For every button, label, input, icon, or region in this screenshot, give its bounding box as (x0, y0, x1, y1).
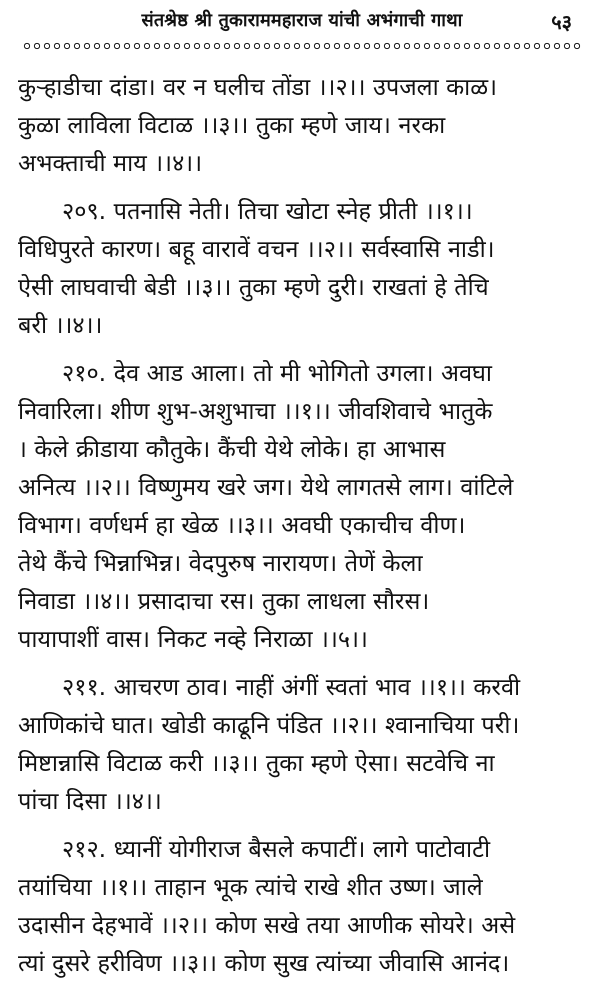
header-title: संतश्रेष्ठ श्री तुकाराममहाराज यांची अभंगाची गाथा (141, 10, 463, 31)
stanza (18, 668, 586, 820)
stanza (18, 354, 586, 658)
verse-body (18, 68, 586, 982)
verse-line: त्यां दुसरे हरीविण ।।३।। कोण सुख त्यांच्या जीवासि आनंद। (18, 949, 510, 977)
verse-line: विधिपुरते कारण। बहू वारावें वचन ।।२।। सर्वस्वासि नाडी। (18, 235, 495, 263)
verse-line: २०९. पतनासि नेती। तिचा खोटा स्नेह प्रीती ।।१।। (62, 197, 473, 225)
verse-line: ऐसी लाघवाची बेडी ।।३।। तुका म्हणे दुरी। राखतां हे तेचि (18, 273, 489, 301)
verse-line: बरी ।।४।। (18, 311, 103, 339)
verse-line: विभाग। वर्णधर्म हा खेळ ।।३।। अवघी एकाचीच वीण। (18, 511, 466, 539)
verse-line: अनित्य ।।२।। विष्णुमय खरे जग। येथे लागतसे लाग। वांटिले (18, 473, 514, 501)
verse-line: पायापाशीं वास। निकट नव्हे निराळा ।।५।। (18, 625, 368, 653)
verse-line: । केले क्रीडाया कौतुके। कैंची येथे लोके। हा आभास (18, 435, 446, 463)
verse-line: २११. आचरण ठाव। नाहीं अंगीं स्वतां भाव ।।१।। करवी (62, 673, 521, 701)
running-header (18, 0, 586, 40)
stanza (18, 68, 586, 182)
verse-line: तेथे कैंचे भिन्नाभिन्न। वेदपुरुष नारायण। तेणें केला (18, 549, 423, 577)
verse-line: मिष्टान्नासि विटाळ करी ।।३।। तुका म्हणे ऐसा। सटवेचि ना (18, 749, 495, 777)
verse-line: कुऱ्हाडीचा दांडा। वर न घलीच तोंडा ।।२।। उपजला काळ। (18, 73, 498, 101)
stanza (18, 192, 586, 344)
verse-line: २१०. देव आड आला। तो मी भोगितो उगला। अवघा (62, 359, 493, 387)
verse-line: अभक्ताची माय ।।४।। (18, 149, 203, 177)
verse-line: उदासीन देहभावें ।।२।। कोण सखे तया आणीक सोयरे। असे (18, 911, 516, 939)
stanza (18, 830, 586, 982)
verse-line: पांचा दिसा ।।४।। (18, 787, 162, 815)
ornamental-divider (22, 40, 582, 52)
verse-line: २१२. ध्यानीं योगीराज बैसले कपाटीं। लागे पाटोवाटी (62, 835, 491, 863)
verse-line: निवाडा ।।४।। प्रसादाचा रस। तुका लाधला सौरस। (18, 587, 430, 615)
verse-line: निवारिला। शीण शुभ-अशुभाचा ।।१।। जीवशिवाचे भातुके (18, 397, 493, 425)
verse-line: तयांचिया ।।१।। ताहान भूक त्यांचे राखे शीत उष्ण। जाले (18, 873, 483, 901)
page-number: ५३ (551, 10, 572, 34)
verse-line: कुळा लाविला विटाळ ।।३।। तुका म्हणे जाय। नरका (18, 111, 446, 139)
verse-line: आणिकांचे घात। खोडी काढूनि पंडित ।।२।। श्वानाचिया परी। (18, 711, 520, 739)
